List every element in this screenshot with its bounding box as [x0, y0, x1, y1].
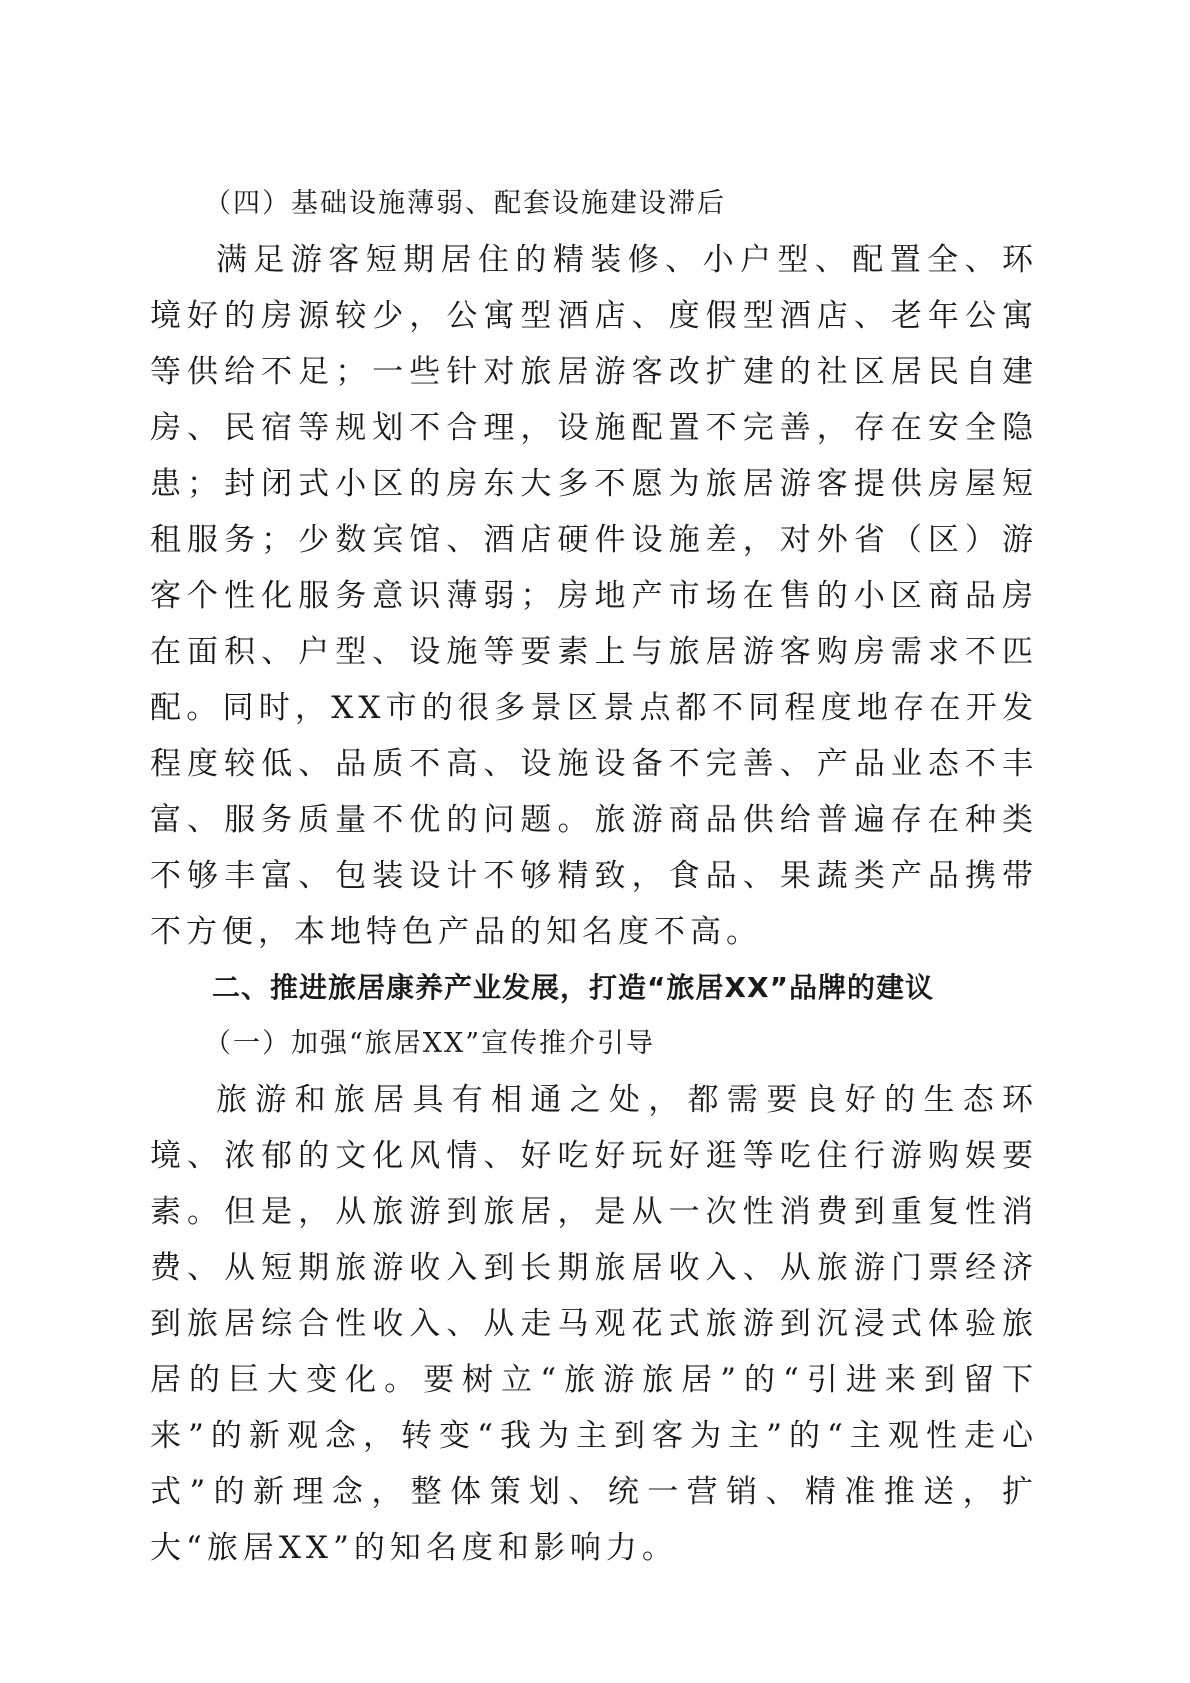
section-4-paragraph: 满足游客短期居住的精装修、小户型、配置全、环境好的房源较少，公寓型酒店、度假型酒店、老年公寓等供给不足；一些针对旅居游客改扩建的社区居民自建房、民宿等规划不合理，设施配置不完善，存在安全隐患；封闭式小区的房东大多不愿为旅居游客提供房屋短租服务；少数宾馆、酒店硬件设施差，对外省（区）游客个性化服务意识薄弱；房地产市场在售的小区商品房在面积、户型、设施等要素上与旅居游客购房需求不匹配。同时，XX市的很多景区景点都不同程度地存在开发程度较低、品质不高、设施设备不完善、产品业态不丰富、服务质量不优的问题。旅游商品供给普遍存在种类不够丰富、包装设计不够精致，食品、果蔬类产品携带不方便，本地特色产品的知名度不高。 [150, 242, 1038, 950]
subsection-1-paragraph: 旅游和旅居具有相通之处，都需要良好的生态环境、浓郁的文化风情、好吃好玩好逛等吃住行游购娱要素。但是，从旅游到旅居，是从一次性消费到重复性消费、从短期旅游收入到长期旅居收入、从旅游门票经济到旅居综合性收入、从走马观花式旅游到沉浸式体验旅居的巨大变化。要树立“旅游旅居”的“引进来到留下来”的新观念，转变“我为主到客为主”的“主观性走心式”的新理念，整体策划、统一营销、精准推送，扩大“旅居XX”的知名度和影响力。 [150, 1082, 1038, 1566]
subsection-1-title: （一）加强“旅居XX”宣传推介引导 [204, 1028, 656, 1059]
document-body [150, 176, 1038, 1576]
section-4-title: （四）基础设施薄弱、配套设施建设滞后 [204, 188, 726, 219]
part-2-heading: 二、推进旅居康养产业发展，打造“旅居XX”品牌的建议 [212, 971, 934, 1004]
